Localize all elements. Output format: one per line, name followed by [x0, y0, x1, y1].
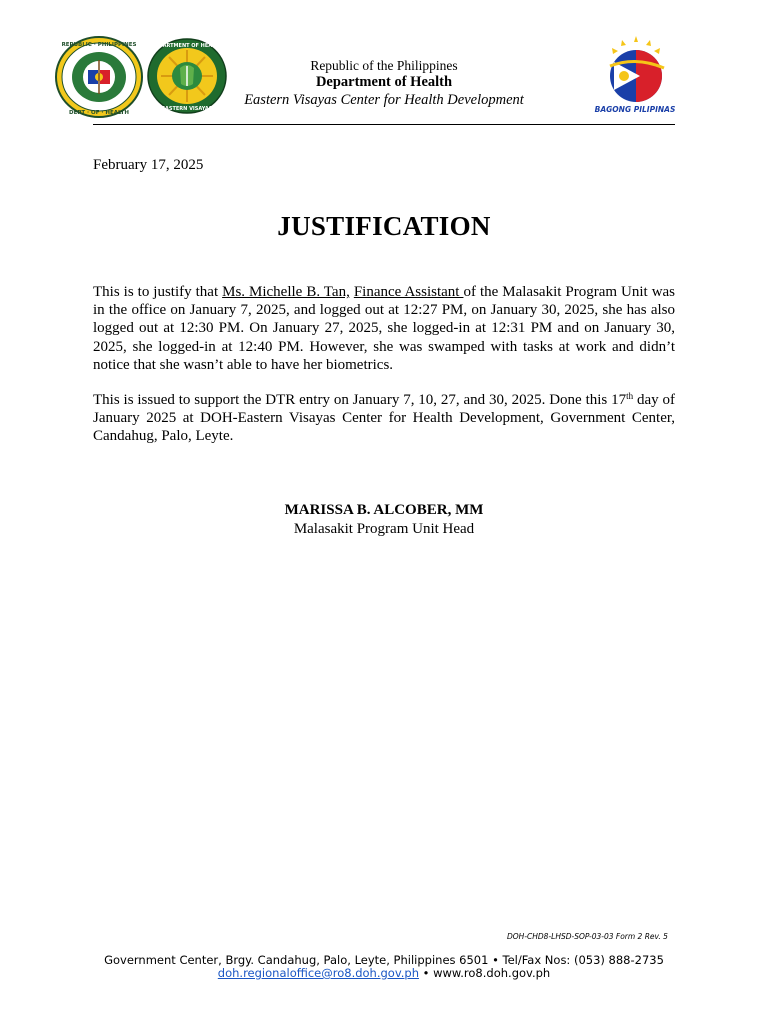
body-paragraph-2 — [93, 391, 675, 446]
day-ordinal-suffix: th — [626, 391, 634, 401]
p1-intro: This is to justify that — [93, 284, 223, 300]
bagong-pilipinas-caption: BAGONG PILIPINAS — [594, 105, 676, 114]
body-paragraph-1 — [93, 283, 675, 374]
form-code: DOH-CHD8-LHSD-SOP-03-03 Form 2 Rev. 5 — [507, 932, 668, 941]
letter-date: February 17, 2025 — [93, 157, 204, 173]
svg-text:DEPT · OF · HEALTH: DEPT · OF · HEALTH — [69, 110, 129, 116]
p2-intro: This is issued to support the DTR entry on January 7, 10, 27, and 30, 2025. Done this 17 — [93, 392, 627, 408]
letterhead — [200, 57, 568, 110]
footer-website[interactable]: www.ro8.doh.gov.ph — [433, 966, 551, 980]
svg-text:DEPARTMENT OF HEALTH: DEPARTMENT OF HEALTH — [151, 43, 223, 49]
doh-seal-icon — [55, 36, 143, 118]
header-divider — [93, 124, 675, 125]
signatory-name: MARISSA B. ALCOBER, MM — [284, 502, 484, 518]
document-title: JUSTIFICATION — [277, 211, 491, 241]
svg-text:REPUBLIC · PHILIPPINES: REPUBLIC · PHILIPPINES — [61, 42, 137, 48]
footer-contact — [0, 967, 768, 980]
signatory-role: Malasakit Program Unit Head — [293, 521, 475, 537]
footer-separator: • — [419, 966, 434, 980]
employee-name: Ms. Michelle B. Tan, — [222, 284, 350, 300]
letterhead-department: Department of Health — [315, 74, 453, 90]
p1-rest: of the Malasakit Program Unit was in the office on January 7, 2025, and logged out at 12:27 PM, on January 30, 2025, she has also logged out at 12:30 PM. On January 27, 2025, she logged-in at 12:31 PM and on January 30, 2025, she logged-in at 12:40 PM. However, she was swamped with tasks at work and didn’t notice that she wasn’t able to have her biometrics. — [93, 284, 676, 373]
footer-email-link[interactable]: doh.regionaloffice@ro8.doh.gov.ph — [217, 966, 419, 980]
letterhead-office: Eastern Visayas Center for Health Development — [244, 92, 524, 108]
bagong-pilipinas-logo-icon — [600, 36, 672, 106]
svg-text:EASTERN VISAYAS: EASTERN VISAYAS — [161, 106, 213, 112]
letterhead-republic: Republic of the Philippines — [310, 58, 458, 73]
footer-address: Government Center, Brgy. Candahug, Palo, Leyte, Philippines 6501 • Tel/Fax Nos: (053) 888-2735 — [104, 953, 664, 967]
p2-rest: day of January 2025 at DOH-Eastern Visayas Center for Health Development, Government Center, Candahug, Palo, Leyte. — [93, 392, 675, 445]
employee-position: Finance Assistant — [353, 284, 464, 300]
